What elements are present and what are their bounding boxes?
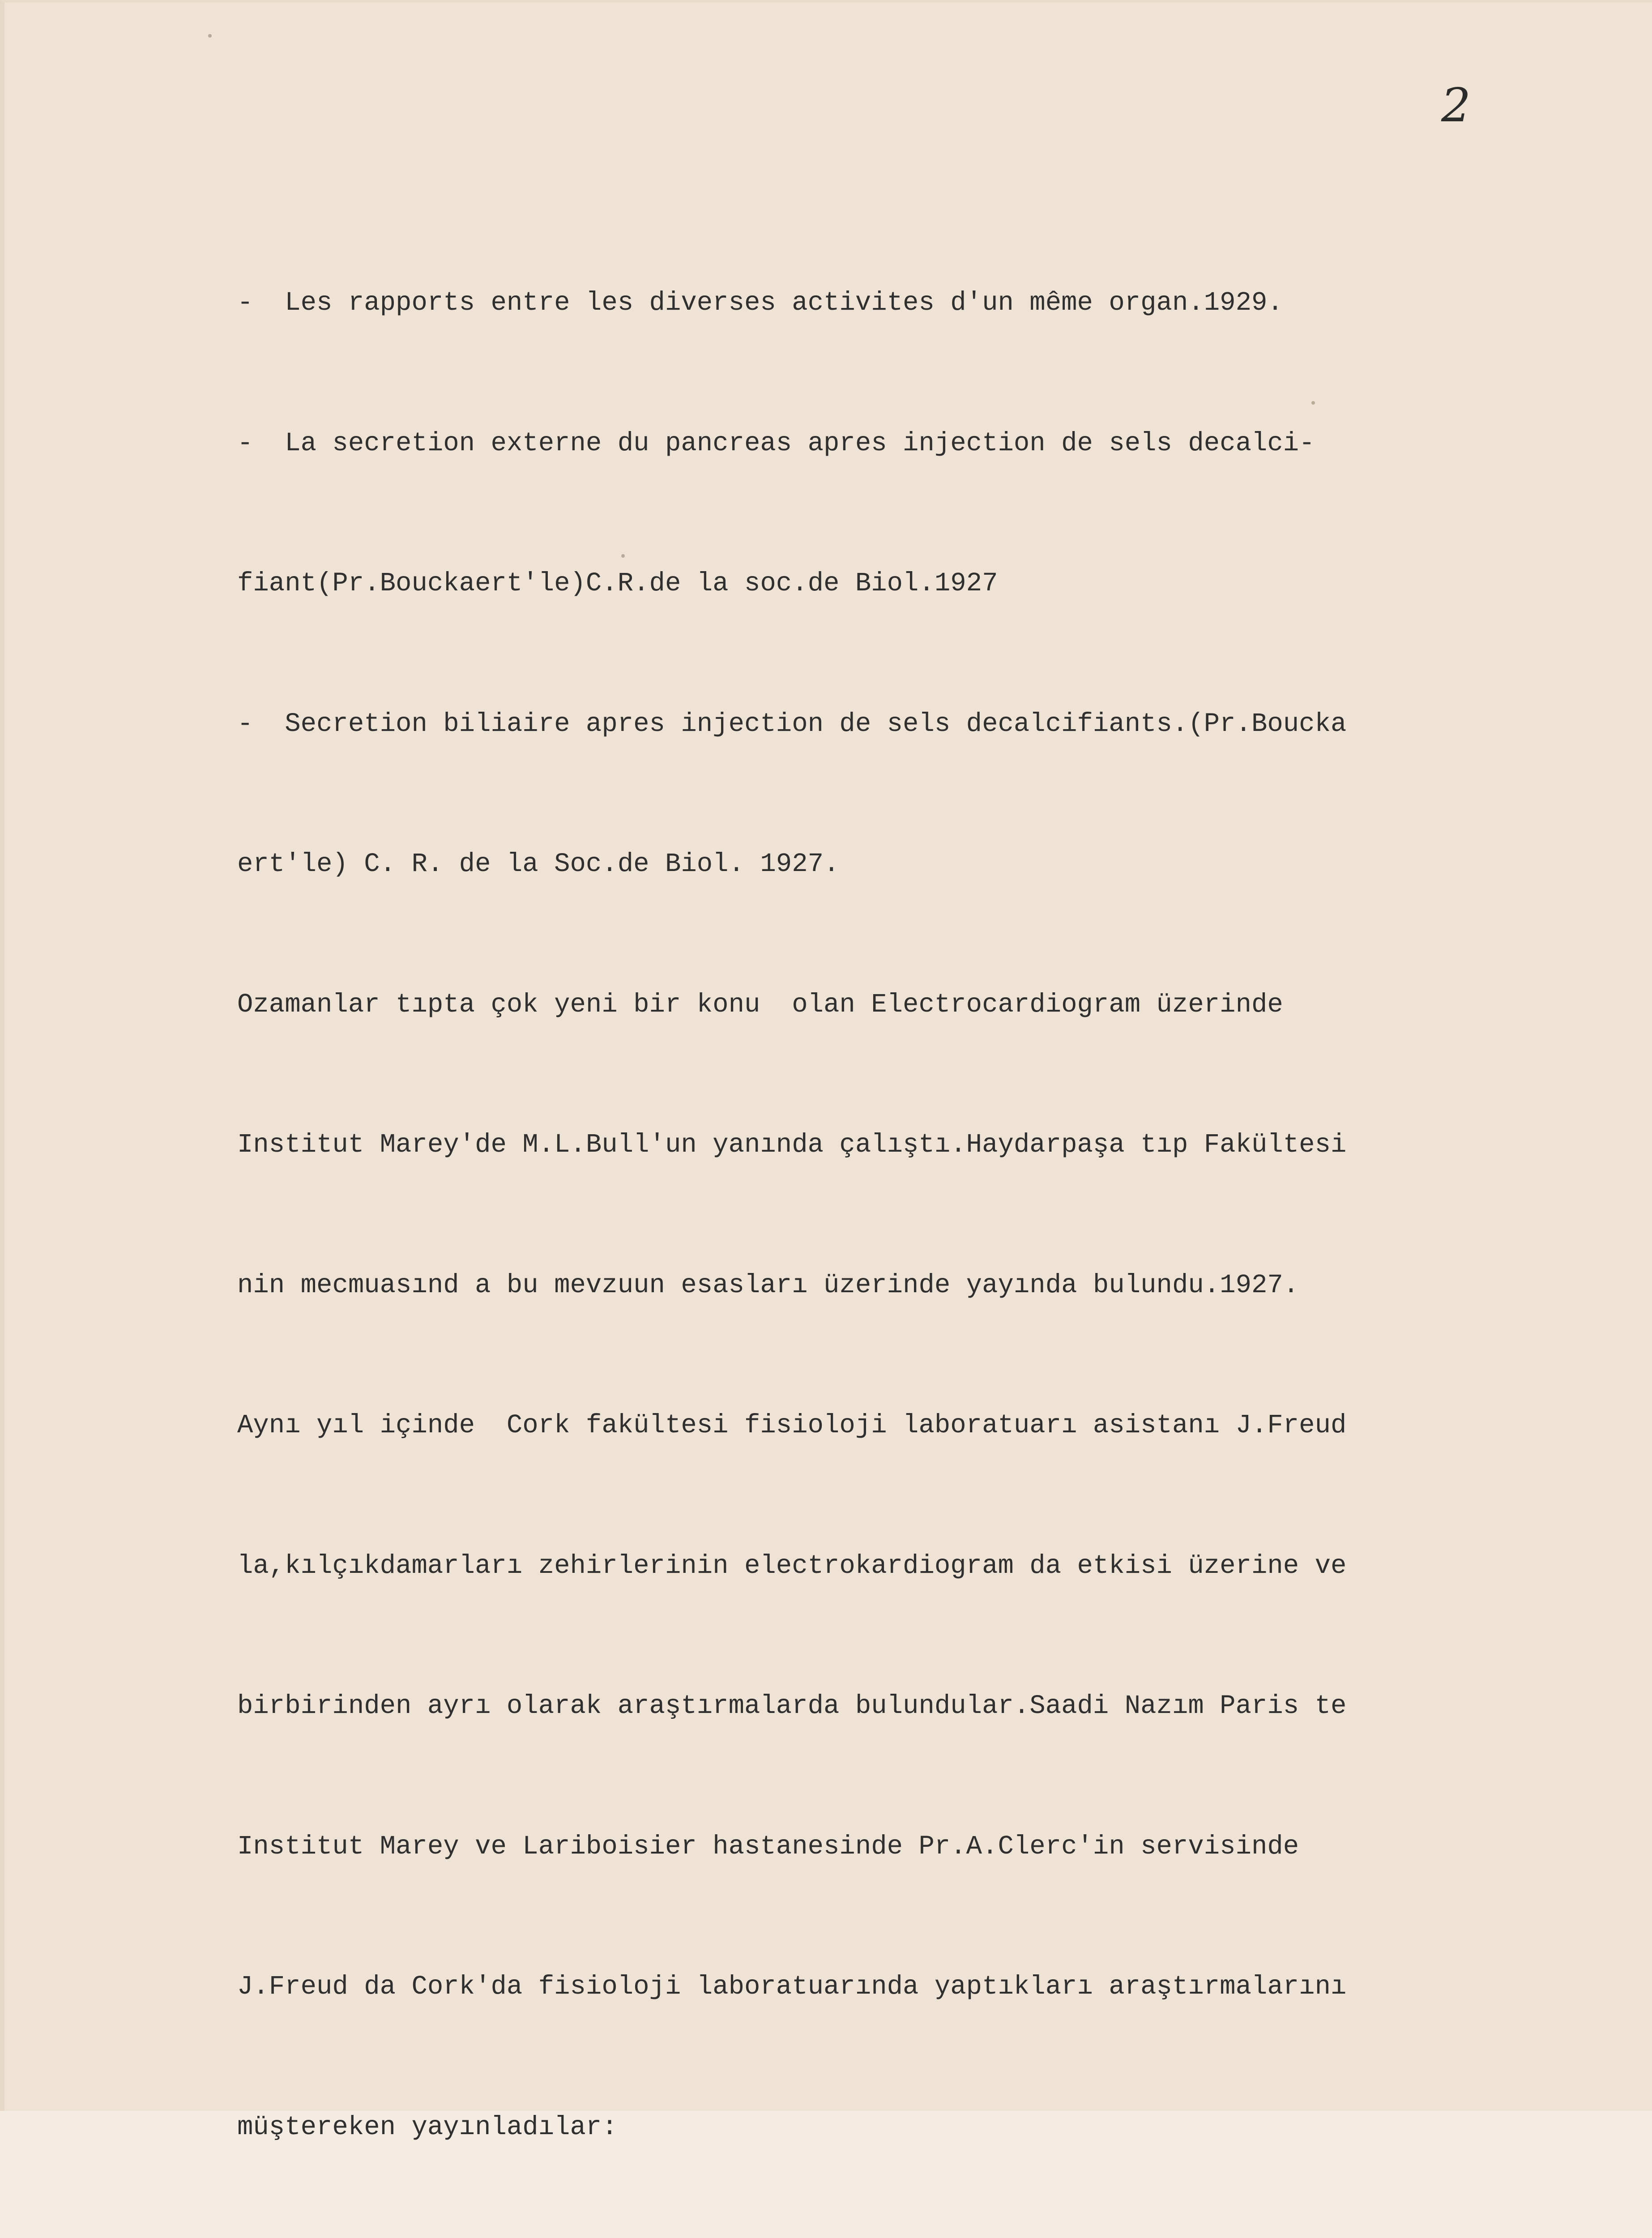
text-line: fiant(Pr.Bouckaert'le)C.R.de la soc.de Biol.1927 bbox=[237, 568, 998, 598]
text-line: Institut Marey ve Lariboisier hastanesinde Pr.A.Clerc'in servisinde bbox=[237, 1831, 1299, 1862]
page-number: 2 bbox=[1441, 78, 1472, 132]
paper-speck bbox=[1311, 401, 1315, 405]
text-line: Aynı yıl içinde Cork fakültesi fisioloji laboratuarı asistanı J.Freud bbox=[237, 1410, 1347, 1440]
text-line: - La secretion externe du pancreas apres injection de sels decalci- bbox=[237, 428, 1315, 458]
text-line: - Secretion biliaire apres injection de sels decalcifiants.(Pr.Boucka bbox=[237, 709, 1347, 739]
paper-speck bbox=[621, 554, 625, 558]
text-line: Institut Marey'de M.L.Bull'un yanında çalıştı.Haydarpaşa tıp Fakültesi bbox=[237, 1130, 1347, 1160]
text-line: J.Freud da Cork'da fisioloji laboratuarında yaptıkları araştırmalarını bbox=[237, 1972, 1347, 2002]
typewritten-text-body bbox=[237, 186, 1558, 2238]
text-line: nin mecmuasınd a bu mevzuun esasları üzerinde yayında bulundu.1927. bbox=[237, 1270, 1299, 1300]
text-line: müştereken yayınladılar: bbox=[237, 2112, 618, 2142]
text-line: la,kılçıkdamarları zehirlerinin electrokardiogram da etkisi üzerine ve bbox=[237, 1550, 1347, 1581]
text-line: - Les rapports entre les diverses activites d'un même organ.1929. bbox=[237, 288, 1283, 318]
paper-speck bbox=[208, 34, 212, 38]
text-line: birbirinden ayrı olarak araştırmalarda bulundular.Saadi Nazım Paris te bbox=[237, 1691, 1347, 1721]
text-line: ert'le) C. R. de la Soc.de Biol. 1927. bbox=[237, 849, 840, 879]
text-line: Ozamanlar tıpta çok yeni bir konu olan Electrocardiogram üzerinde bbox=[237, 989, 1283, 1020]
